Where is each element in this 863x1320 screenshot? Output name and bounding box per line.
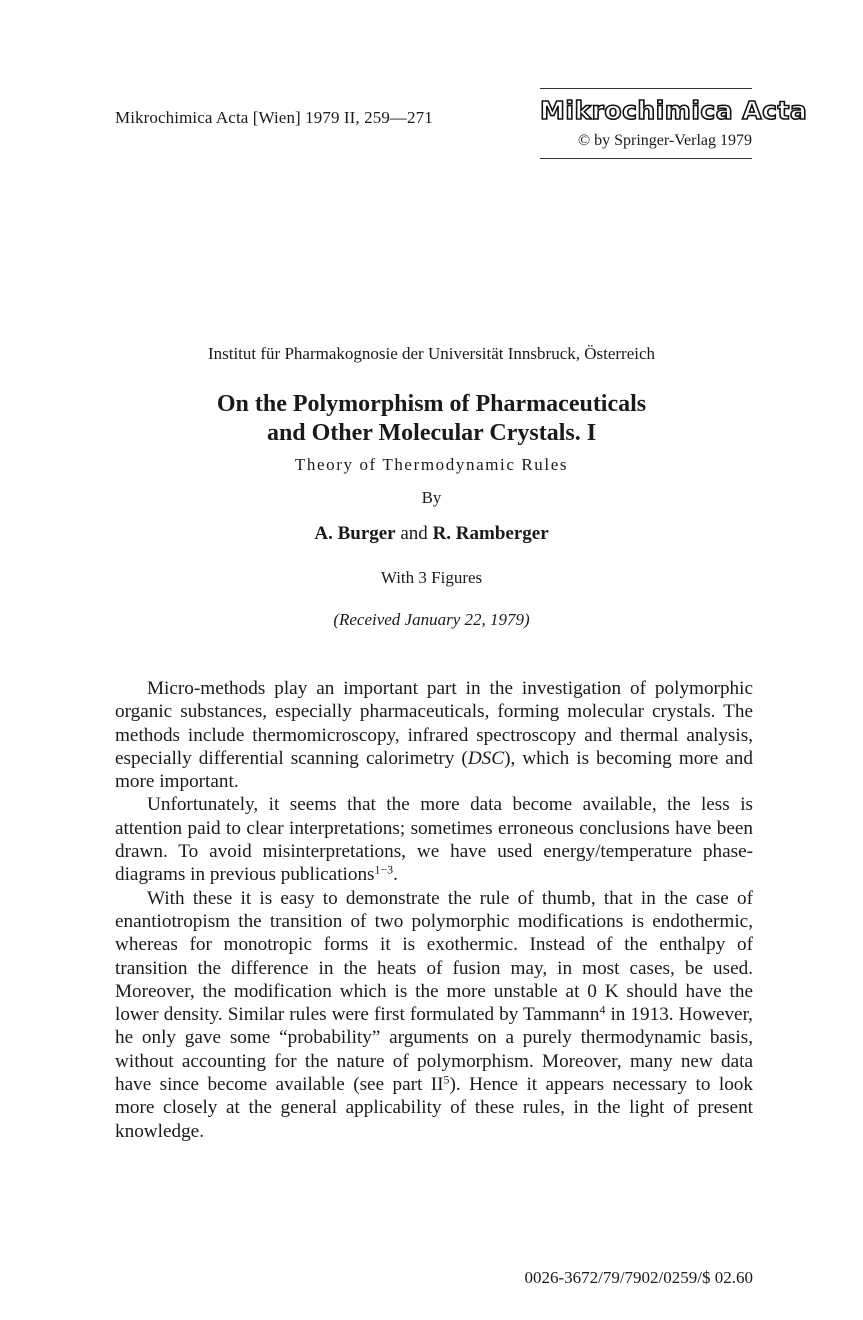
title-line-2: and Other Molecular Crystals. I [266, 420, 597, 446]
received-date: (Received January 22, 1979) [333, 610, 530, 629]
paragraph-1-text-a: Micro-methods play an important part in the investigation of polymorphic organic substances, especially pharmaceuticals, forming molecular crystals. The methods include thermomicroscopy, infrared spectroscopy and thermal analysis, especially differential scanning calorimetry ( [115, 678, 753, 769]
author-2: R. Ramberger [432, 523, 549, 544]
dsc-abbreviation: DSC [467, 747, 505, 769]
title-line-1: On the Polymorphism of Pharmaceuticals [216, 391, 647, 417]
by-label: By [421, 488, 442, 507]
masthead-top-rule [540, 88, 752, 89]
paragraph-1-text-b: ), which is becoming more and more important. [115, 747, 753, 793]
article-title [0, 390, 863, 448]
paragraph-2-text-b: . [393, 864, 398, 886]
reference-superscript: 5 [443, 1072, 450, 1087]
article-code: 0026-3672/79/7902/0259/$ 02.60 [524, 1268, 753, 1287]
journal-masthead [540, 88, 808, 159]
copyright-notice: © by Springer-Verlag 1979 [577, 132, 752, 149]
reference-superscript: 1−3 [374, 862, 394, 877]
article-body [115, 677, 753, 1143]
paragraph-3-text-a: With these it is easy to demonstrate the rule of thumb, that in the case of enantiotropism the transition of two polymorphic modifications is endothermic, whereas for monotropic forms it is exothermic. Instead of the enthalpy of transition the difference in the heats of fusion may, in most cases, be used. Moreover, the modification which is the more unstable at 0 K should have the lower density. Similar rules were first formulated by Tammann [115, 887, 753, 1026]
paragraph-3-text-b: in 1913. However, he only gave some “probability” arguments on a purely thermodynamic basis, without accounting for the nature of polymorphism. Moreover, many new data have since become available (see part II [115, 1004, 753, 1096]
paragraph-3-text-c: ). Hence it appears necessary to look more closely at the general applicability of these rules, in the light of present knowledge. [115, 1074, 753, 1142]
masthead-bottom-rule [540, 158, 752, 159]
author-line [0, 523, 863, 545]
author-conjunction: and [400, 523, 428, 544]
author-1: A. Burger [314, 523, 396, 544]
paragraph-3 [115, 887, 753, 1143]
paragraph-1 [115, 677, 753, 793]
reference-superscript: 4 [599, 1002, 606, 1017]
article-subtitle: Theory of Thermodynamic Rules [294, 455, 569, 474]
journal-reference: Mikrochimica Acta [Wien] 1979 II, 259—271 [115, 108, 433, 127]
paragraph-2-text-a: Unfortunately, it seems that the more data become available, the less is attention paid to clear interpretations; sometimes erroneous conclusions have been drawn. To avoid misinterpretations, we have used energy/temperature phase-diagrams in previous publications [115, 794, 753, 886]
journal-logo: Mikrochimica Acta [540, 96, 808, 125]
figures-note: With 3 Figures [380, 568, 483, 587]
institute-affiliation: Institut für Pharmakognosie der Universität Innsbruck, Österreich [207, 344, 656, 363]
paragraph-2 [115, 793, 753, 886]
